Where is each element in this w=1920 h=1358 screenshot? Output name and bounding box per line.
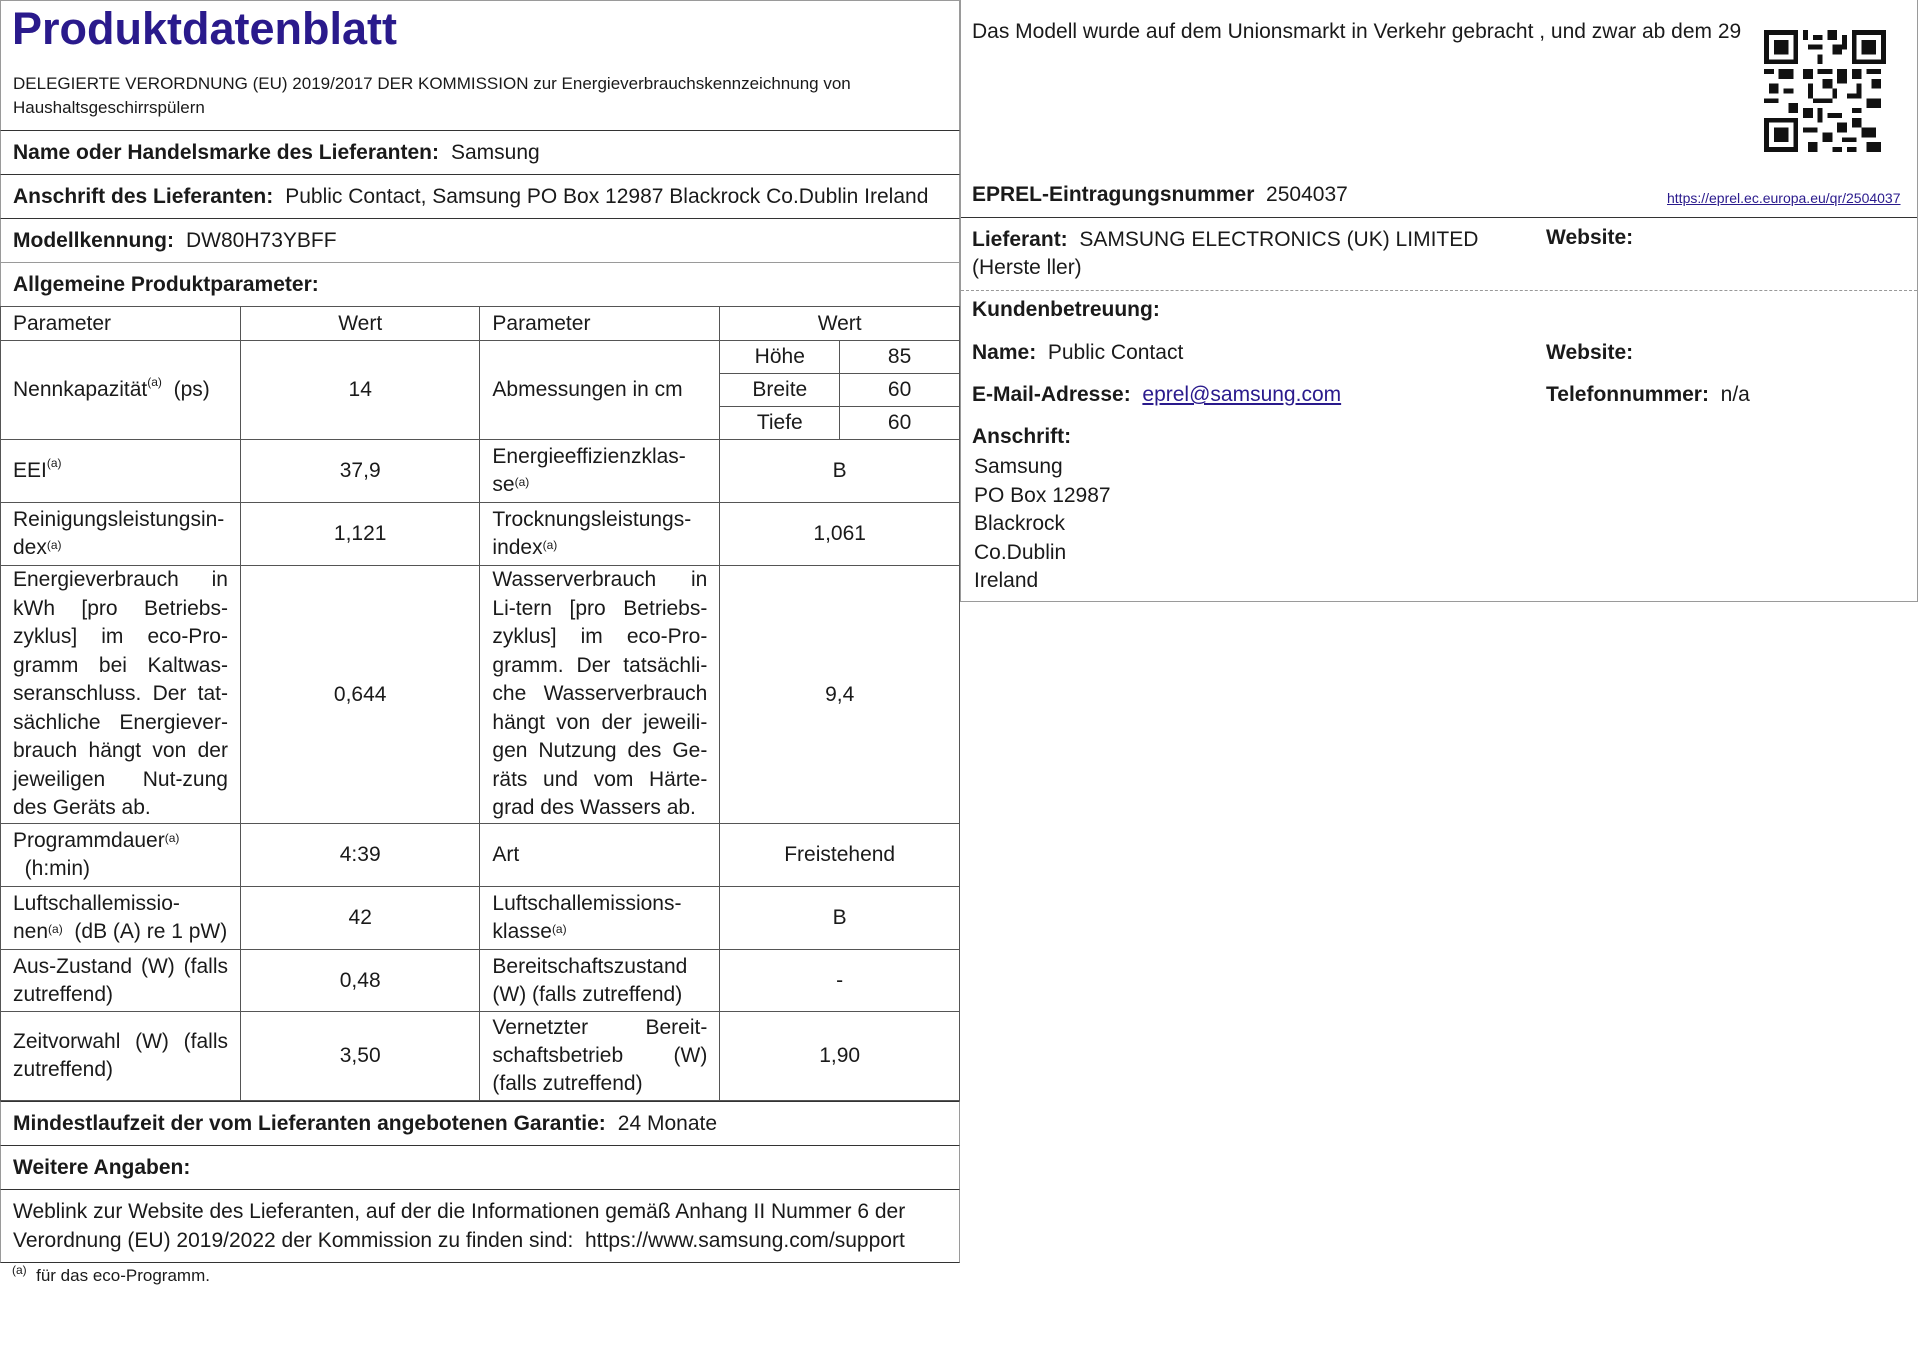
market-date-text: Das Modell wurde auf dem Unionsmarkt in Verkehr gebracht , und zwar ab dem 29 <box>972 20 1742 43</box>
energieverbrauch-label: Energieverbrauch in kWh [pro Betriebs-zyklus] im eco-Pro-gramm bei Kaltwas-seranschluss. Der tat-sächliche Energiever-brauch hängt von der jeweiligen Nut-zung des Geräts ab. <box>1 566 241 824</box>
zeitvorwahl-value: 3,50 <box>240 1012 479 1101</box>
tiefe-label: Tiefe <box>720 407 840 440</box>
divider <box>961 217 1917 218</box>
lieferant-label: Lieferant: <box>972 228 1068 251</box>
email-row <box>972 383 1341 407</box>
luftschall-label: Luftschallemissio-nen$^{(a)}$ (dB (A) re 1 pW) <box>1 887 241 950</box>
telefon-value: n/a <box>1720 383 1750 406</box>
address-line: PO Box 12987 <box>974 483 1111 507</box>
footnote-text: für das eco-Programm. <box>36 1266 210 1285</box>
header-wert-1: Wert <box>240 307 479 341</box>
table-row <box>1 1012 960 1101</box>
general-params-label: Allgemeine Produktparameter: <box>13 272 319 296</box>
tiefe-value: 60 <box>840 407 960 440</box>
parameter-table <box>0 306 960 1101</box>
lieferant-value: SAMSUNG ELECTRONICS (UK) LIMITED (Herste ller) <box>972 228 1479 279</box>
model-label: Modellkennung: <box>13 228 174 252</box>
address-line: Ireland <box>974 569 1039 592</box>
table-row <box>1 566 960 824</box>
model-value: DW80H73YBFF <box>186 228 337 252</box>
lieferant-row <box>972 226 1532 282</box>
table-row <box>1 440 960 503</box>
supplier-name-value: Samsung <box>451 140 540 164</box>
header-parameter-1: Parameter <box>1 307 241 341</box>
header-wert-2: Wert <box>720 307 960 341</box>
wasserverbrauch-label: Wasserverbrauch in Li-tern [pro Betriebs-zyklus] im eco-Pro-gramm. Der tatsächli-che Wasserverbrauch hängt von der jeweili-gen Nutzung des Ge-räts und vom Härte-grad des Wassers ab. <box>480 566 720 824</box>
model-row <box>0 218 960 262</box>
zeitvorwahl-label: Zeitvorwahl (W) (falls zutreffend) <box>1 1012 241 1101</box>
contact-name-label: Name: <box>972 341 1037 364</box>
address-block <box>974 453 1111 596</box>
trocknungsleistung-value: 1,061 <box>720 503 960 566</box>
address-line: Blackrock <box>974 512 1066 535</box>
luftschallklasse-value: B <box>720 887 960 950</box>
email-label: E-Mail-Adresse: <box>972 383 1131 406</box>
website-label: Website: <box>1546 226 1634 249</box>
table-row <box>1 950 960 1012</box>
hoehe-label: Höhe <box>720 341 840 374</box>
weitere-angaben-label: Weitere Angaben: <box>13 1155 191 1179</box>
energieeffizienzklasse-label: Energieeffizienzklas-$se^{(a)}$ <box>480 440 720 503</box>
trocknungsleistung-label: Trocknungsleistungs-index$^{(a)}$ <box>480 503 720 566</box>
table-row <box>1 824 960 887</box>
vernetzt-value: 1,90 <box>720 1012 960 1101</box>
eprel-link[interactable]: https://eprel.ec.europa.eu/qr/2504037 <box>1667 190 1901 206</box>
anschrift-label: Anschrift: <box>972 425 1072 448</box>
page-title: Produktdatenblatt <box>12 3 398 54</box>
energieeffizienzklasse-value: B <box>720 440 960 503</box>
breite-value: 60 <box>840 374 960 407</box>
general-params-row <box>0 262 960 306</box>
supplier-address-row <box>0 174 960 218</box>
contact-website-label: Website: <box>1546 341 1634 364</box>
eprel-row <box>972 183 1348 207</box>
email-link[interactable]: eprel@samsung.com <box>1142 383 1342 406</box>
abmessungen-label: Abmessungen in cm <box>480 341 720 440</box>
vernetzt-label: Vernetzter Bereit-schaftsbetrieb (W) (falls zutreffend) <box>480 1012 720 1101</box>
weblink-row <box>0 1189 960 1263</box>
address-line: Co.Dublin <box>974 540 1067 564</box>
table-header-row <box>1 307 960 341</box>
programmdauer-label: Programmdauer$^{(a)}$ (h:min) <box>1 824 241 887</box>
garantie-label: Mindestlaufzeit der vom Lieferanten angebotenen Garantie: <box>13 1111 606 1135</box>
weitere-angaben-row <box>0 1145 960 1189</box>
nennkapazitaet-value: 14 <box>240 341 479 440</box>
footnote <box>12 1263 210 1286</box>
telefon-label: Telefonnummer: <box>1546 383 1709 406</box>
contact-name-row <box>972 341 1183 365</box>
contact-name-value: Public Contact <box>1047 341 1184 364</box>
bereitschaft-label: Bereitschaftszustand (W) (falls zutreffend) <box>480 950 720 1012</box>
product-sheet-left <box>0 0 960 1263</box>
bereitschaft-value: - <box>720 950 960 1012</box>
programmdauer-value: 4:39 <box>240 824 479 887</box>
header-parameter-2: Parameter <box>480 307 720 341</box>
kundenbetreuung-label: Kundenbetreuung: <box>972 298 1160 321</box>
eei-label: EEI$^{(a)}$ <box>1 440 241 503</box>
art-value: Freistehend <box>720 824 960 887</box>
wasserverbrauch-value: 9,4 <box>720 566 960 824</box>
supplier-address-label: Anschrift des Lieferanten: <box>13 184 274 208</box>
table-row <box>1 341 960 374</box>
eei-value: 37,9 <box>240 440 479 503</box>
luftschallklasse-label: Luftschallemissions-klasse$^{(a)}$ <box>480 887 720 950</box>
title-block <box>0 0 960 130</box>
reinigungsleistung-label: Reinigungsleistungsin-dex$^{(a)}$ <box>1 503 241 566</box>
table-row <box>1 503 960 566</box>
eprel-value: 2504037 <box>1266 183 1348 206</box>
footnote-marker: (a) <box>12 1263 27 1277</box>
supplier-name-label: Name oder Handelsmarke des Lieferanten: <box>13 140 439 164</box>
regulation-subtitle: DELEGIERTE VERORDNUNG (EU) 2019/2017 DER KOMMISSION zur Energieverbrauchskennzeichnung von Haushaltsgeschirrspülern <box>13 74 851 117</box>
art-label: Art <box>480 824 720 887</box>
energieverbrauch-value: 0,644 <box>240 566 479 824</box>
garantie-row <box>0 1101 960 1145</box>
address-line: Samsung <box>974 455 1063 478</box>
breite-label: Breite <box>720 374 840 407</box>
nennkapazitaet-label: Nennkapazität$^{(a)}$ (ps) <box>1 341 241 440</box>
supplier-address-value: Public Contact, Samsung PO Box 12987 Blackrock Co.Dublin Ireland <box>285 184 929 208</box>
telefon-row <box>1546 383 1750 407</box>
aus-zustand-value: 0,48 <box>240 950 479 1012</box>
table-row <box>1 887 960 950</box>
weblink-url[interactable]: https://www.samsung.com/support <box>585 1229 905 1252</box>
qr-code-icon[interactable] <box>1764 30 1886 152</box>
eprel-label: EPREL-Eintragungsnummer <box>972 183 1255 206</box>
weblink-text: Weblink zur Website des Lieferanten, auf der die Informationen gemäß Anhang II Nummer 6 der Verordnung (EU) 2019/2022 der Kommission zu finden sind: <box>13 1200 906 1252</box>
reinigungsleistung-value: 1,121 <box>240 503 479 566</box>
hoehe-value: 85 <box>840 341 960 374</box>
supplier-name-row <box>0 130 960 174</box>
dashed-divider <box>961 290 1917 291</box>
garantie-value: 24 Monate <box>617 1111 718 1135</box>
luftschall-value: 42 <box>240 887 479 950</box>
aus-zustand-label: Aus-Zustand (W) (falls zutreffend) <box>1 950 241 1012</box>
